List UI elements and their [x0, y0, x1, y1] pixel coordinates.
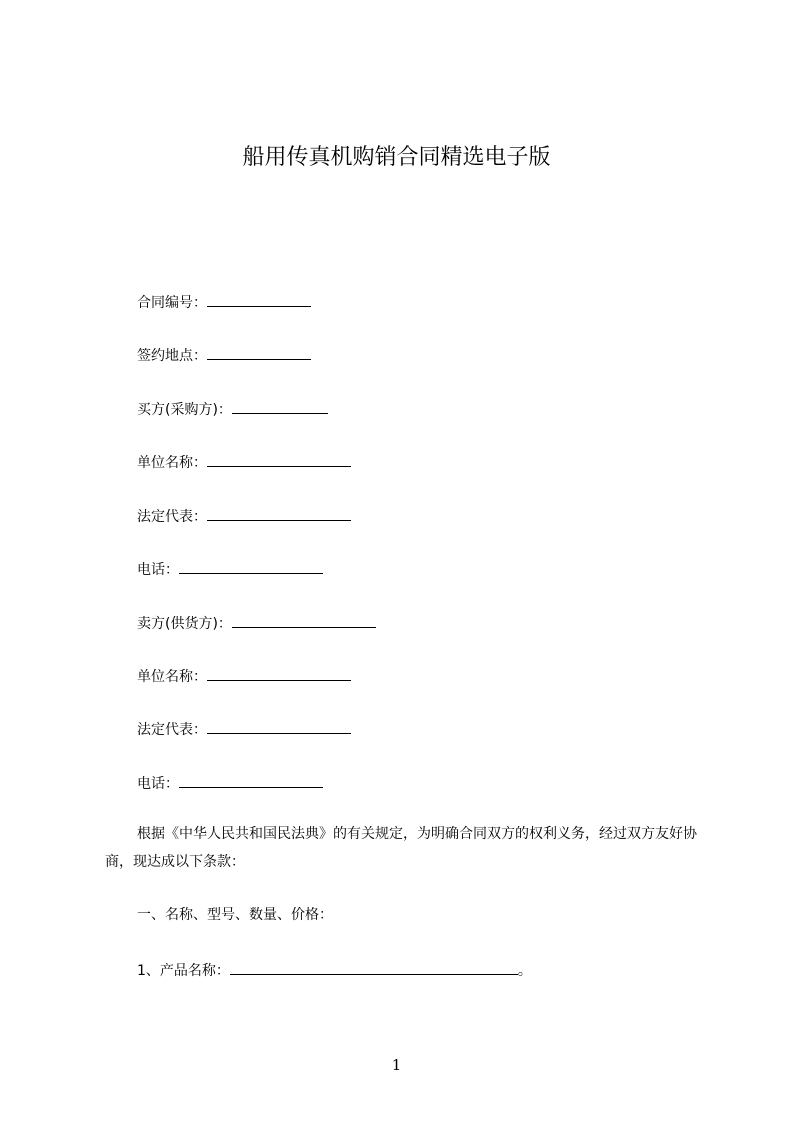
field-label: 法定代表：: [137, 509, 207, 525]
field-label: 电话：: [137, 562, 179, 578]
product-name-item: [137, 959, 532, 981]
seller-field: [137, 612, 376, 634]
intro-text: 根据《中华人民共和国民法典》的有关规定，为明确合同双方的权利义务，经过双方友好协商，现达成以下条款：: [105, 826, 697, 870]
seller-phone-field: [137, 772, 323, 794]
buyer-field: [137, 398, 328, 420]
intro-paragraph: [105, 820, 705, 876]
contract-number-field: [137, 291, 311, 313]
field-label: 合同编号：: [137, 295, 207, 311]
field-label: 卖方(供货方)：: [137, 616, 232, 632]
blank-line: [207, 505, 351, 521]
signing-place-field: [137, 344, 311, 366]
blank-line: [179, 772, 323, 788]
field-label: 买方(采购方)：: [137, 402, 232, 418]
field-label: 签约地点：: [137, 348, 207, 364]
blank-line: [232, 398, 328, 414]
blank-line: [207, 291, 311, 307]
field-label: 单位名称：: [137, 669, 207, 685]
item-label: 1、产品名称：: [137, 963, 230, 979]
blank-line: [207, 344, 311, 360]
field-label: 电话：: [137, 776, 179, 792]
field-label: 法定代表：: [137, 722, 207, 738]
page-number: 1: [391, 1056, 402, 1074]
field-label: 单位名称：: [137, 455, 207, 471]
document-title: 船用传真机购销合同精选电子版: [242, 145, 551, 170]
blank-line: [207, 451, 351, 467]
buyer-phone-field: [137, 558, 323, 580]
blank-line: [179, 558, 323, 574]
item-suffix: 。: [517, 963, 532, 979]
seller-legal-rep-field: [137, 718, 351, 740]
blank-line: [232, 612, 376, 628]
blank-line: [230, 959, 518, 975]
buyer-legal-rep-field: [137, 505, 351, 527]
blank-line: [207, 665, 351, 681]
blank-line: [207, 718, 351, 734]
seller-unit-name-field: [137, 665, 351, 687]
buyer-unit-name-field: [137, 451, 351, 473]
section-heading: 一、名称、型号、数量、价格：: [137, 907, 333, 923]
